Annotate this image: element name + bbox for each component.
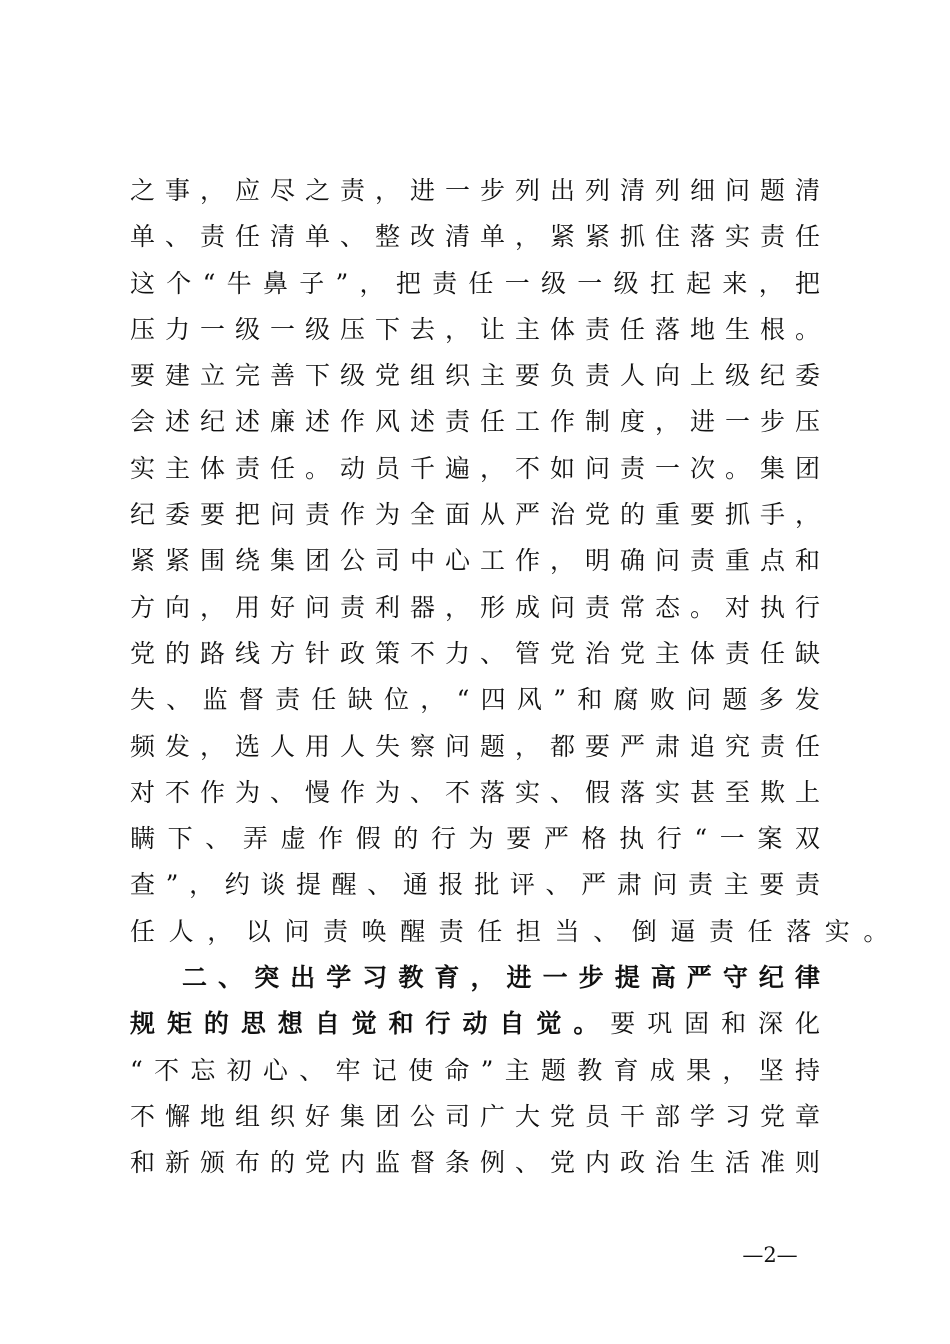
text-line-14: 对不作为、慢作为、不落实、假落实甚至欺上 (130, 777, 820, 807)
body-text (130, 168, 903, 1187)
section-heading-line-1: 二、突出学习教育，进一步提高严守纪律 (182, 963, 820, 993)
text-line-13: 频发，选人用人失察问题，都要严肃追究责任 (130, 731, 820, 761)
page-number: —2— (742, 1243, 798, 1267)
text-line-12: 失、监督责任缺位，“四风”和腐败问题多发 (130, 685, 820, 715)
text-line-5: 要建立完善下级党组织主要负责人向上级纪委 (130, 361, 820, 391)
text-line-3: 这个“牛鼻子”，把责任一级一级扛起来，把 (130, 268, 820, 298)
text-line-10: 方向，用好问责利器，形成问责常态。对执行 (130, 592, 820, 622)
text-line-8: 纪委要把问责作为全面从严治党的重要抓手， (130, 500, 820, 530)
text-line-16: 查”，约谈提醒、通报批评、严肃问责主要责 (130, 870, 820, 900)
text-line-2: 单、责任清单、整改清单，紧紧抓住落实责任 (130, 222, 820, 252)
text-line-4: 压力一级一级压下去，让主体责任落地生根。 (130, 314, 820, 344)
text-line-17: 任人，以问责唤醒责任担当、倒逼责任落实。 (130, 916, 903, 946)
section-heading-rest: 要巩固和深化 (610, 1009, 820, 1039)
text-line-7: 实主体责任。动员千遍，不如问责一次。集团 (130, 453, 820, 483)
text-line-15: 瞒下、弄虚作假的行为要严格执行“一案双 (130, 824, 820, 854)
text-line-9: 紧紧围绕集团公司中心工作，明确问责重点和 (130, 546, 820, 576)
section-heading-line-2 (130, 1001, 820, 1047)
tail-line-1: “不忘初心、牢记使命”主题教育成果，坚持 (130, 1055, 820, 1085)
text-line-6: 会述纪述廉述作风述责任工作制度，进一步压 (130, 407, 820, 437)
section-heading-bold: 规矩的思想自觉和行动自觉。 (130, 1009, 611, 1039)
tail-line-2: 不懈地组织好集团公司广大党员干部学习党章 (130, 1101, 820, 1131)
tail-line-3: 和新颁布的党内监督条例、党内政治生活准则 (130, 1148, 820, 1178)
text-line-1: 之事，应尽之责，进一步列出列清列细问题清 (130, 176, 820, 205)
text-line-11: 党的路线方针政策不力、管党治党主体责任缺 (130, 638, 820, 668)
